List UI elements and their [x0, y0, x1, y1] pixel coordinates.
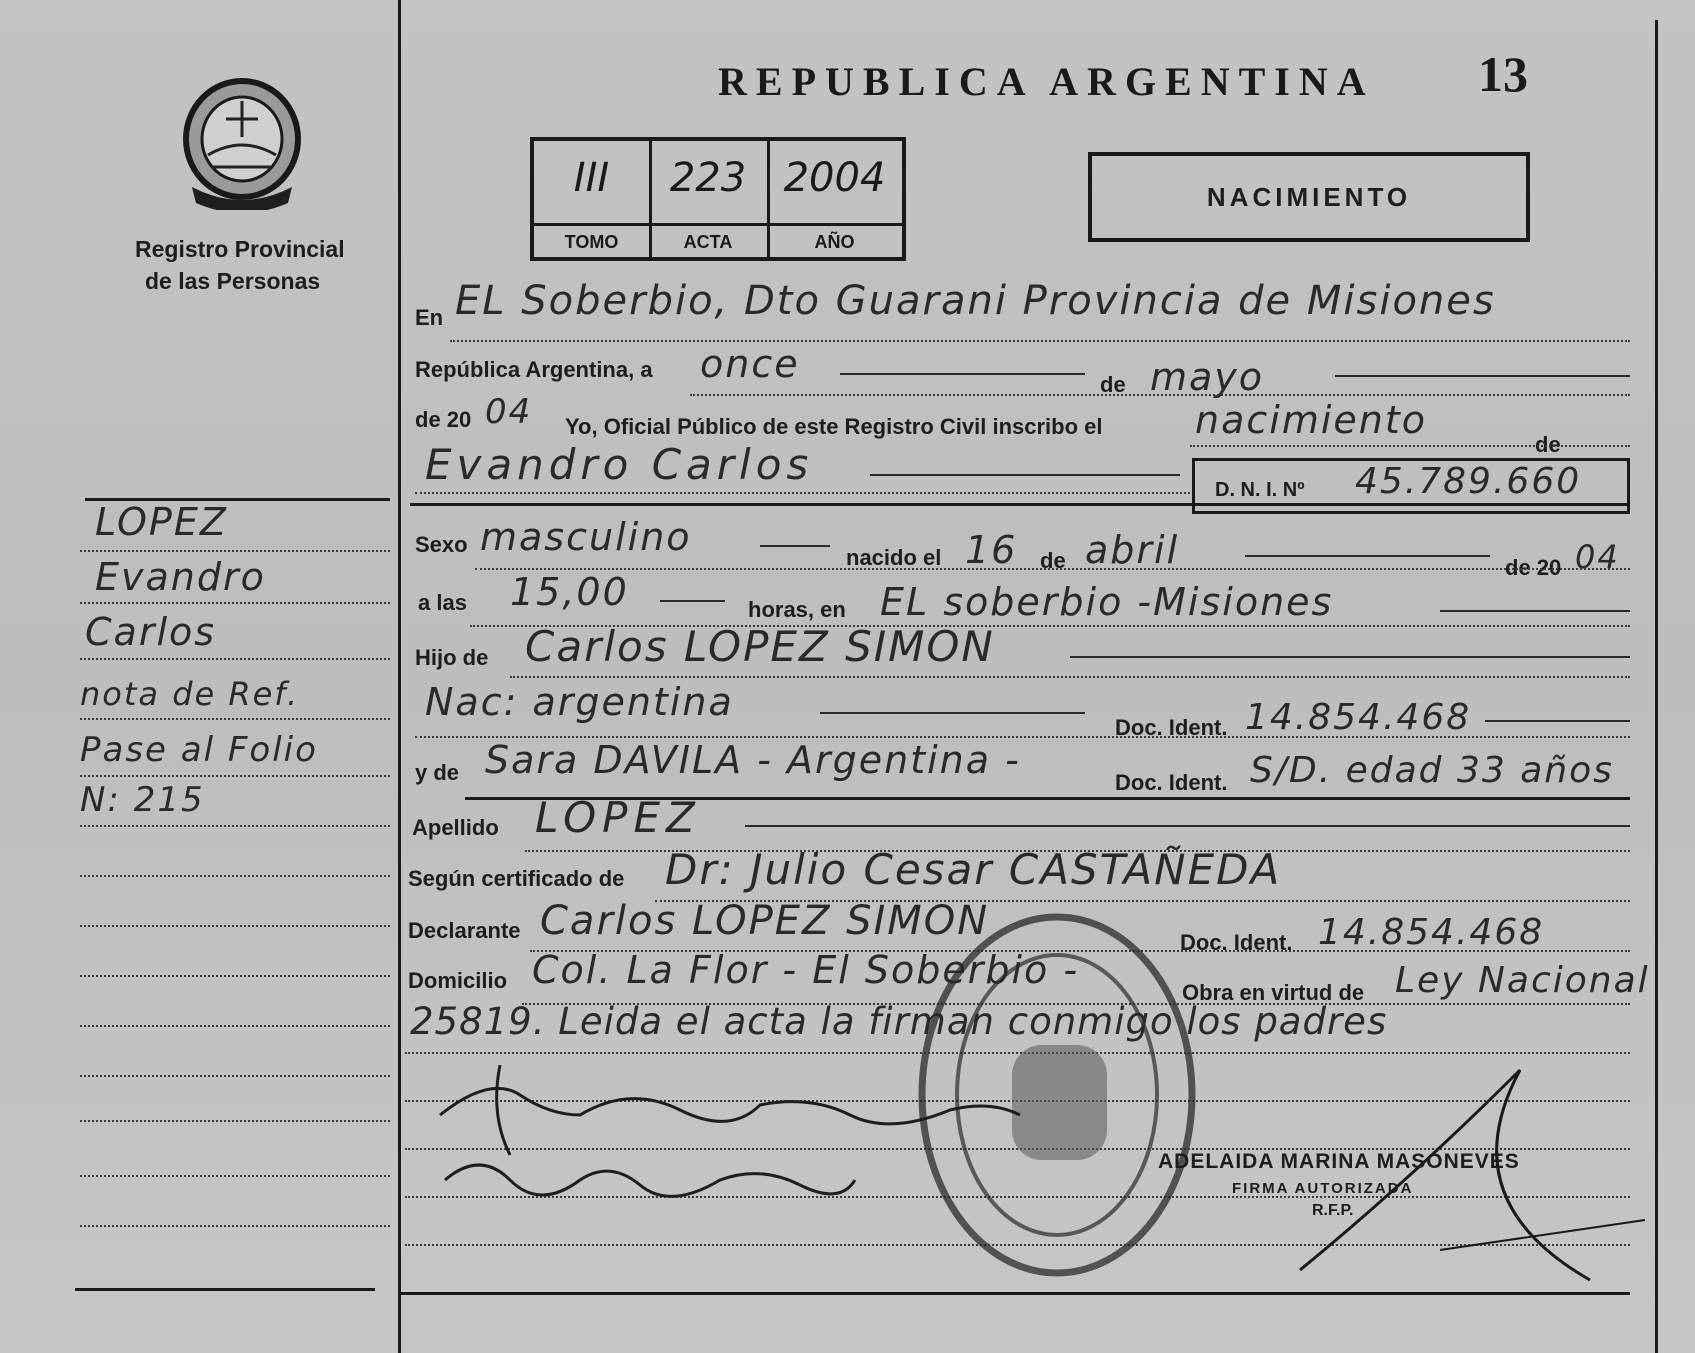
republica-label: República Argentina, a — [415, 357, 653, 382]
line-sexo — [475, 568, 1630, 570]
dash-lugar — [1440, 610, 1630, 612]
nacido-anio: 04 — [1575, 538, 1620, 576]
lugar-value: EL soberbio -Misiones — [880, 580, 1334, 624]
doc-label3: Doc. Ident. — [1180, 930, 1293, 955]
province-seal-emblem — [178, 75, 306, 210]
registry-line1: Registro Provincial — [135, 236, 345, 262]
dni-rule — [410, 503, 1630, 506]
margin-name1: Evandro — [95, 555, 266, 599]
acta-cell — [649, 141, 770, 257]
cierre-value: 25819. Leida el acta la firman conmigo los padres — [410, 1000, 1388, 1043]
left-column-divider — [398, 0, 401, 1353]
nacido-anio-prefix: de 20 — [1505, 555, 1562, 580]
margin-bottom-rule — [75, 1288, 375, 1291]
dash-apellido — [745, 825, 1630, 827]
nacimiento-box — [1088, 152, 1530, 242]
hora-value: 15,00 — [510, 570, 629, 614]
y-de-label: y de — [415, 760, 460, 785]
declarante-label: Declarante — [408, 918, 521, 943]
hijo-label: Hijo de — [415, 645, 489, 670]
official-rfp: R.F.P. — [1312, 1202, 1354, 1219]
de-label3: de — [1040, 548, 1066, 573]
right-page-border — [1655, 20, 1658, 1353]
line-republica — [690, 394, 1630, 396]
ano-label: AÑO — [767, 223, 902, 253]
anio-value: 04 — [485, 392, 533, 432]
nombre-value: Evandro Carlos — [425, 440, 814, 489]
horas-en-label: horas, en — [748, 597, 846, 622]
nacido-dia: 16 — [965, 528, 1018, 572]
dash-padre-doc — [1485, 720, 1630, 722]
acta-value: 223 — [669, 155, 747, 201]
acta-label: ACTA — [649, 223, 767, 253]
sexo-value: masculino — [480, 515, 692, 559]
padre-value: Carlos LOPEZ SIMON — [525, 622, 995, 671]
apellido-label: Apellido — [412, 815, 499, 840]
obra-value: Ley Nacional — [1395, 960, 1650, 1001]
dni-label: D. N. I. Nº — [1215, 479, 1305, 501]
dia-value: once — [700, 342, 800, 386]
declarante-doc: 14.854.468 — [1318, 912, 1545, 953]
tomo-acta-ano-box — [530, 137, 906, 261]
margin-line — [80, 925, 390, 927]
padre-doc: 14.854.468 — [1245, 697, 1472, 738]
doc-label: Doc. Ident. — [1115, 715, 1228, 740]
dash-mes — [1335, 375, 1630, 377]
inscribe-value: nacimiento — [1195, 398, 1428, 442]
obra-label: Obra en virtud de — [1182, 980, 1365, 1005]
madre-value: Sara DAVILA - Argentina - — [485, 738, 1021, 782]
folio-number: 13 — [1478, 46, 1528, 102]
official-name: ADELAIDA MARINA MASONEVES — [1158, 1150, 1520, 1173]
tomo-label: TOMO — [534, 223, 649, 253]
document-title: REPUBLICA ARGENTINA — [718, 59, 1375, 104]
oficial-text: Yo, Oficial Público de este Registro Civil inscribo el — [565, 414, 1103, 439]
margin-line — [80, 658, 390, 660]
padre-nac-value: Nac: argentina — [425, 680, 734, 724]
mes-value: mayo — [1150, 355, 1265, 399]
tomo-value: III — [573, 155, 610, 201]
madre-doc: S/D. edad 33 años — [1250, 750, 1614, 791]
ano-cell — [767, 141, 902, 257]
en-value: EL Soberbio, Dto Guarani Provincia de Misiones — [455, 278, 1496, 324]
apellido-value: LOPEZ — [535, 793, 701, 842]
margin-name2: Carlos — [85, 610, 217, 654]
margin-folio: N: 215 — [80, 780, 205, 820]
margin-note: nota de Ref. — [80, 675, 300, 713]
nacido-label: nacido el — [846, 545, 942, 570]
margin-line — [80, 975, 390, 977]
margin-line — [80, 875, 390, 877]
en-label: En — [415, 305, 444, 330]
margin-surname: LOPEZ — [95, 500, 228, 544]
margin-line — [80, 602, 390, 604]
anio-prefix: de 20 — [415, 407, 472, 432]
margin-pase: Pase al Folio — [80, 730, 318, 770]
margin-line — [80, 550, 390, 552]
margin-line — [80, 1225, 390, 1227]
dash-nac — [820, 712, 1085, 714]
line-oficial — [1190, 445, 1630, 447]
madre-signature — [440, 1140, 860, 1210]
certificado-value: Dr: Julio Cesar CASTAÑEDA — [665, 845, 1282, 894]
tomo-cell — [534, 141, 652, 257]
declarante-value: Carlos LOPEZ SIMON — [540, 898, 990, 944]
bottom-rule — [400, 1292, 1630, 1295]
dash-hora — [660, 600, 725, 602]
margin-line — [80, 1025, 390, 1027]
nacimiento-label: NACIMIENTO — [1206, 182, 1412, 212]
ano-value: 2004 — [783, 155, 886, 201]
a-las-label: a las — [418, 590, 467, 615]
margin-line — [80, 1075, 390, 1077]
margin-line — [80, 718, 390, 720]
line-en — [450, 340, 1630, 342]
dni-value: 45.789.660 — [1355, 461, 1582, 502]
dash-sexo — [760, 545, 830, 547]
sexo-label: Sexo — [415, 532, 468, 557]
margin-line — [80, 1120, 390, 1122]
official-role: FIRMA AUTORIZADA — [1232, 1180, 1414, 1197]
margin-line — [80, 825, 390, 827]
certificado-label: Según certificado de — [408, 866, 625, 891]
de-label: de — [1100, 372, 1126, 397]
registry-line2: de las Personas — [145, 268, 321, 294]
nacido-mes: abril — [1085, 528, 1180, 572]
line-nombre — [415, 492, 1190, 494]
de-label2: de — [1535, 432, 1561, 457]
doc-label2: Doc. Ident. — [1115, 770, 1228, 795]
margin-line — [80, 775, 390, 777]
line-padre — [510, 676, 1630, 678]
dash-dia — [840, 373, 1085, 375]
dash-nacido-mes — [1245, 555, 1490, 557]
dash-padre — [1070, 656, 1630, 658]
domicilio-value: Col. La Flor - El Soberbio - — [532, 948, 1080, 992]
dash-nombre — [870, 474, 1180, 476]
domicilio-label: Domicilio — [408, 968, 508, 993]
margin-line — [80, 1175, 390, 1177]
